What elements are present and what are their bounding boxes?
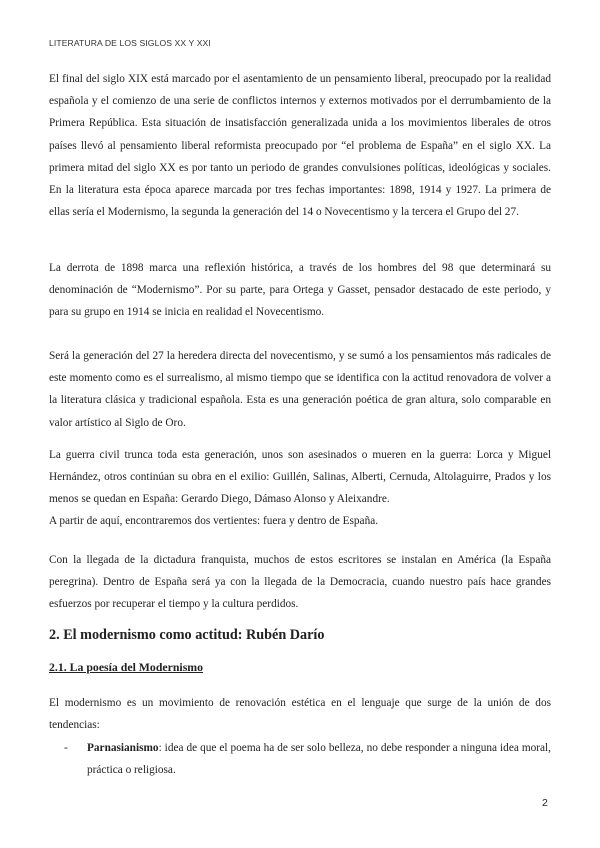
paragraph-intro: El final del siglo XIX está marcado por el asentamiento de un pensamiento liberal, preocupado por la realidad española y el comienzo de una serie de conflictos internos y externos motivados por el derrumbamiento de la Primera República. Esta situación de insatisfacción generalizada unida a los movimientos liberales de otros países llevó al pensamiento liberal reformista preocupado por “el problema de España” en el siglo XX. La primera mitad del siglo XX es por tanto un periodo de grandes convulsiones políticas, ideológicas y sociales. En la literatura esta época aparece marcada por tres fechas importantes: 1898, 1914 y 1927. La primera de ellas sería el Modernismo, la segunda la generación del 14 o Novecentismo y la tercera el Grupo del 27. xyxy=(49,73,551,219)
paragraph-1898: La derrota de 1898 marca una reflexión histórica, a través de los hombres del 98 que determinará su denominación de “Modernismo”. Por su parte, para Ortega y Gasset, pensador destacado de este periodo, y para su grupo en 1914 se inicia en realidad el Novecentismo. xyxy=(49,262,551,319)
bullet-dash: - xyxy=(64,742,68,754)
list-item xyxy=(64,737,551,781)
paragraph-dictatorship: Con la llegada de la dictadura franquista, muchos de estos escritores se instalan en América (la España peregrina). Dentro de España será ya con la llegada de la Democracia, cuando nuestro país hace grandes esfuerzos por recuperar el tiempo y la cultura perdidos. xyxy=(49,554,551,611)
paragraph-modernism-def: El modernismo es un movimiento de renovación estética en el lenguaje que surge de la unión de dos tendencias: xyxy=(49,697,551,732)
running-header: LITERATURA DE LOS SIGLOS XX Y XXI xyxy=(49,38,211,48)
paragraph-civil-war: La guerra civil trunca toda esta generación, unos son asesinados o mueren en la guerra: Lorca y Miguel Hernández, otros continúan su obra en el exilio: Guillén, Salinas, Alberti, Cernuda, Altolaguirre, Prados y los menos se quedan en España: Gerardo Diego, Dámaso Alonso y Aleixandre. xyxy=(49,449,551,506)
bullet-text xyxy=(87,737,551,781)
section-heading: 2. El modernismo como actitud: Rubén Darío xyxy=(49,627,325,643)
paragraph-generation-27: Será la generación del 27 la heredera directa del novecentismo, y se sumó a los pensamientos más radicales de este momento como es el surrealismo, al mismo tiempo que se identifica con la actitud renovadora de volver a la literatura clásica y tradicional española. Esta es una generación poética de gran altura, solo comparable en valor artístico al Siglo de Oro. xyxy=(49,350,551,429)
bullet-description: : idea de que el poema ha de ser solo belleza, no debe responder a ninguna idea moral, práctica o religiosa. xyxy=(87,742,551,777)
bullet-term: Parnasianismo xyxy=(87,742,159,754)
paragraph-two-paths: A partir de aquí, encontraremos dos vertientes: fuera y dentro de España. xyxy=(49,515,379,527)
subsection-heading: 2.1. La poesía del Modernismo xyxy=(49,660,204,674)
page-number: 2 xyxy=(542,797,548,809)
